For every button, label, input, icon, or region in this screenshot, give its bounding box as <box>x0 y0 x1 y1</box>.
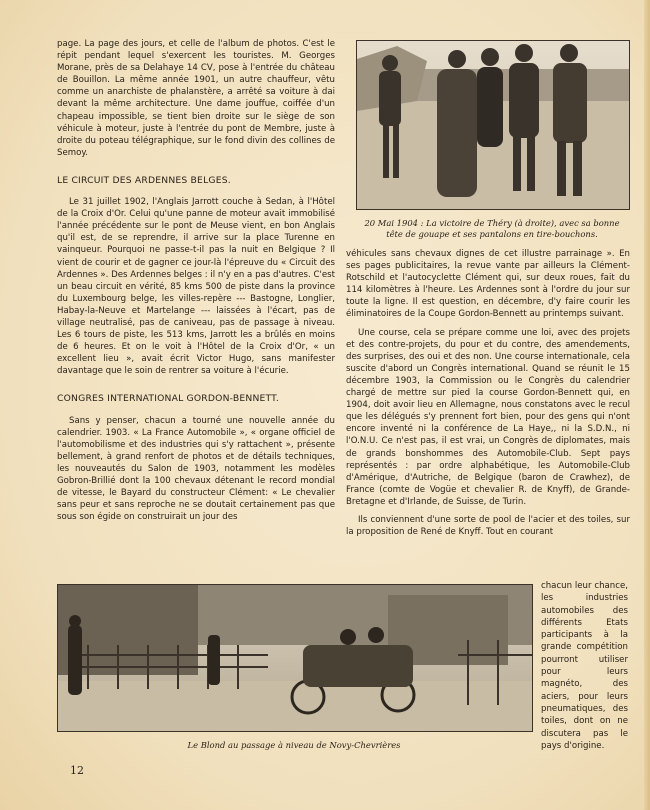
section-heading-circuit: LE CIRCUIT DES ARDENNES BELGES. <box>57 174 231 186</box>
congres-paragraph: Sans y penser, chacun a tourné une nouvelle année du calendrier. 1903. « La France Automobile », « organe officiel de l'automobilisme et des industries qui s'y rattachent », présente bellement, à grand renfort de photos et de détails techniques, les nouveautés du Salon de 1903, notamment les modèles Gobron-Brillié dont la 100 chevaux détenant le record mondial de vitesse, le Bayard du constructeur Clément: « Le chevalier sans peur et sans reproche ne se doutait certainement pas que sous son égide on construirait un jour des <box>57 415 335 523</box>
thery-victory-photo <box>356 40 630 210</box>
narrow-column <box>541 580 628 752</box>
page-number: 12 <box>70 764 84 777</box>
section-heading-congres: CONGRES INTERNATIONAL GORDON-BENNETT. <box>57 393 280 405</box>
right-paragraph-2: Une course, cela se prépare comme une loi, avec des projets et des contre-projets, du pour et du contre, des amendements, des surprises, des oui et des non. Une course internationale, cela suscite d'abord un Congrès international. Quand se réunit le 15 décembre 1903, la Commission ou le Congrès du calendrier chargé de mettre sur pied la course Gordon-Bennett qui, en 1904, doit avoir lieu en Allemagne, nous constatons avec le recul que les délégués s'y prennent fort bien, pour des gens qui n'ont encore inventé ni la conférence de La Haye,, ni la S.D.N., ni l'O.N.U. Ce n'est pas, il est vrai, un Congrès de diplomates, mais de grands bonshommes des Automobile-Club. Sept pays représentés : par ordre alphabétique, les Automobile-Club d'Amérique, d'Autriche, de Belgique (baron de Crawhez), de France (comte de Vogüe et chevalier R. de Knyff), de Grande-Bretagne et d'Irlande, de Suisse, de Turin. <box>346 327 630 507</box>
intro-paragraph: page. La page des jours, et celle de l'album de photos. C'est le répit pendant lequel s'exercent les touristes. M. Georges Morane, près de sa Delahaye 14 CV, pose à l'entrée du château de Bouillon. La même année 1901, un autre chauffeur, vêtu comme un anarchiste de phalanstère, a arrêté sa voiture à dai devant la même architecture. Une dame jouffue, coiffée d'un chapeau impossible, se tient bien droite sur le siège de son véhicule à moteur, juste à l'entrée du pont de Membre, juste à droite du poteau télégraphique, sur le fond divin des collines de Semoy. <box>57 39 335 158</box>
right-column <box>346 248 630 538</box>
left-column <box>57 38 335 529</box>
page-edge <box>644 0 650 810</box>
right-paragraph-3-end: chacun leur chance, les industries automobiles des différents Etats participants à la grande compétition pourront utiliser pour leurs magnéto, des aciers, pour leurs pneumatiques, des toiles, dont on ne discutera pas le pays d'origine. <box>541 581 628 751</box>
le-blond-railway-photo <box>57 584 533 732</box>
le-blond-photo-caption: Le Blond au passage à niveau de Novy-Chevrières <box>187 740 401 750</box>
circuit-paragraph: Le 31 juillet 1902, l'Anglais Jarrott couche à Sedan, à l'Hôtel de la Croix d'Or. Celui qu'une panne de moteur avait immobilisé l'année précédente sur le pont de Meuse vient, en bon Anglais qu'il est, de se reprendre, il arrive sur la place Turenne en vainqueur. Pourquoi ne passe-t-il pas la nuit en Belgique ? Il vient de courir et de gagner ce jour-là l'épreuve du « Circuit des Ardennes ». Des Ardennes belges : il n'y en a pas d'autres. C'est un beau circuit en vérité, 85 kms 500 de piste dans la province du Luxembourg belge, les villes-repère --- Bastogne, Longlier, Habay-la-Neuve et Martelange --- laissées à l'écart, pas de village neutralisé, pas de caniveau, pas de passage à niveau. Les 6 tours de piste, les 513 kms, Jarrott les a brûlés en moins de 6 heures. Et on le voit à l'Hôtel de la Croix d'Or, « un excellent lieu », avait écrit Victor Hugo, sans manifester davantage que le soin de rentrer sa voiture à l'écurie. <box>57 197 335 377</box>
right-paragraph-1: véhicules sans chevaux dignes de cet illustre parrainage ». En ses pages publicitaires, la revue vante par ailleurs la Clément-Rotschild et l'autocyclette Clément qui, sur deux roues, fait du 114 kilomètres à l'heure. Les Ardennes sont à l'ordre du jour sur toute la ligne. Il est question, en décembre, d'y faire courir les éliminatoires de la Coupe Gordon-Bennett au printemps suivant. <box>346 249 630 320</box>
thery-photo-caption: 20 Mai 1904 : La victoire de Théry (à droite), avec sa bonne tête de gouape et ses pantalons en tire-bouchons. <box>364 218 620 239</box>
right-paragraph-3-start: Ils conviennent d'une sorte de pool de l'acier et des toiles, sur la proposition de René de Knyff. Tout en courant <box>346 514 630 538</box>
